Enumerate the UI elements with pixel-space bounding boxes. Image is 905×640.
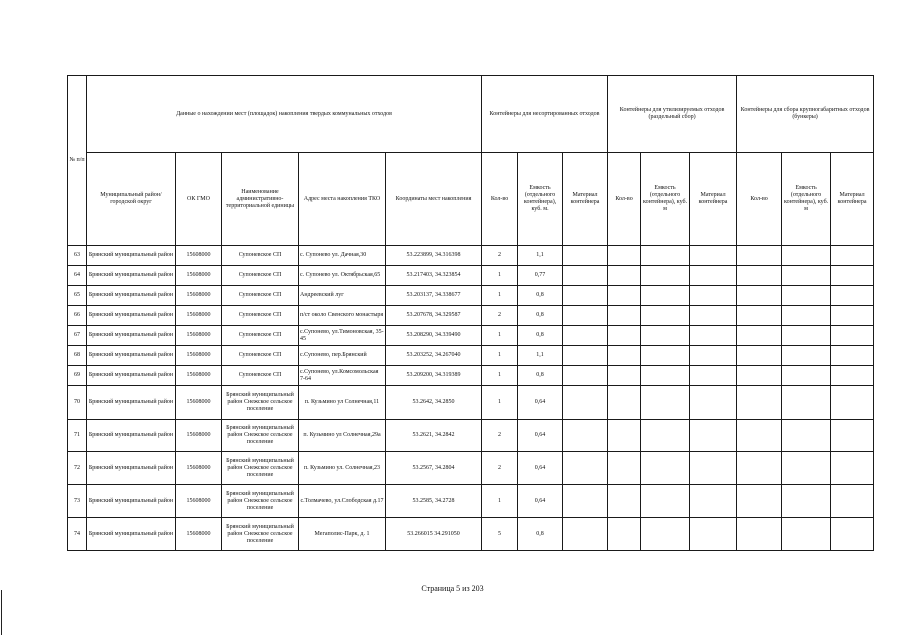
cell-number: 68 [68,346,87,366]
cell-empty [608,306,641,326]
cell-empty [831,386,874,420]
cell-district: Брянский муниципальный район [87,386,176,420]
cell-admin-unit: Брянский муниципальный район Снежское сельское поселение [222,386,299,420]
cell-count: 1 [482,366,518,386]
cell-district: Брянский муниципальный район [87,452,176,485]
cell-empty [641,266,690,286]
cell-empty [831,452,874,485]
cell-okgmo: 15608000 [176,286,222,306]
cell-admin-unit: Брянский муниципальный район Снежское сельское поселение [222,485,299,518]
cell-address: с.Супонево, ул.Тимоновская, 35-45 [299,326,386,346]
cell-coords: 53.2621, 34.2842 [386,420,482,452]
cell-empty [782,266,831,286]
cell-number: 73 [68,485,87,518]
header-group-sorted: Контейнеры для утилизируемых отходов (раздельный сбор) [608,76,737,153]
cell-coords: 53.223899, 34.316398 [386,246,482,266]
cell-admin-unit: Супоневское СП [222,366,299,386]
header-count-bulky: Кол-во [737,153,782,246]
table-row [68,306,874,326]
header-count: Кол-во [482,153,518,246]
cell-count: 2 [482,420,518,452]
table-row [68,246,874,266]
cell-count: 1 [482,485,518,518]
cell-address: п. Кузьмино ул Солнечная,11 [299,386,386,420]
cell-empty [831,346,874,366]
cell-empty [831,326,874,346]
cell-number: 66 [68,306,87,326]
cell-capacity: 0,64 [518,452,563,485]
cell-number: 71 [68,420,87,452]
cell-empty [690,306,737,326]
cell-okgmo: 15608000 [176,420,222,452]
cell-empty [690,366,737,386]
cell-number: 69 [68,366,87,386]
header-capacity: Емкость (отдельного контейнера), куб. м. [518,153,563,246]
cell-count: 2 [482,306,518,326]
cell-empty [737,266,782,286]
cell-capacity: 0,64 [518,386,563,420]
cell-empty [690,485,737,518]
cell-empty [831,286,874,306]
cell-empty [690,386,737,420]
cell-coords: 53.2642, 34.2850 [386,386,482,420]
cell-admin-unit: Супоневское СП [222,286,299,306]
table-row [68,266,874,286]
cell-empty [641,386,690,420]
cell-empty [690,266,737,286]
cell-coords: 53.208290, 34.339490 [386,326,482,346]
cell-empty [608,386,641,420]
cell-district: Брянский муниципальный район [87,326,176,346]
cell-empty [563,326,608,346]
cell-coords: 53.209200, 34.319389 [386,366,482,386]
cell-number: 67 [68,326,87,346]
cell-empty [831,420,874,452]
cell-empty [563,452,608,485]
header-material: Материал контейнера [563,153,608,246]
cell-district: Брянский муниципальный район [87,485,176,518]
cell-capacity: 0,64 [518,420,563,452]
page-number: Страница 5 из 203 [421,584,484,593]
cell-number: 70 [68,386,87,420]
cell-empty [641,452,690,485]
cell-empty [737,346,782,366]
cell-admin-unit: Супоневское СП [222,306,299,326]
cell-empty [782,306,831,326]
cell-empty [641,346,690,366]
cell-coords: 53.266015 34.291050 [386,518,482,551]
cell-district: Брянский муниципальный район [87,518,176,551]
header-row-groups [68,76,874,153]
cell-empty [690,326,737,346]
cell-empty [641,306,690,326]
cell-empty [737,386,782,420]
cell-empty [782,246,831,266]
cell-number: 63 [68,246,87,266]
cell-district: Брянский муниципальный район [87,366,176,386]
cell-empty [641,420,690,452]
cell-okgmo: 15608000 [176,366,222,386]
cell-coords: 53.203137, 34.338677 [386,286,482,306]
cell-empty [831,518,874,551]
cell-okgmo: 15608000 [176,306,222,326]
cell-empty [782,452,831,485]
cell-empty [563,420,608,452]
cell-empty [608,326,641,346]
cell-okgmo: 15608000 [176,346,222,366]
header-group-bulky: Контейнеры для сбора крупногабаритных отходов (бункеры) [737,76,874,153]
cell-empty [690,452,737,485]
cell-empty [608,266,641,286]
cell-empty [831,485,874,518]
cell-empty [641,518,690,551]
cell-number: 64 [68,266,87,286]
table-row [68,326,874,346]
cell-address: Андреевский луг [299,286,386,306]
cell-empty [782,346,831,366]
cell-empty [608,366,641,386]
cell-okgmo: 15608000 [176,452,222,485]
cell-capacity: 1,1 [518,346,563,366]
cell-coords: 53.2585, 34.2728 [386,485,482,518]
cell-number: 65 [68,286,87,306]
cell-okgmo: 15608000 [176,386,222,420]
header-row-columns [68,153,874,246]
cell-district: Брянский муниципальный район [87,346,176,366]
cell-address: с. Супонево ул. Дачная,30 [299,246,386,266]
cell-empty [690,518,737,551]
table-row [68,346,874,366]
cell-admin-unit: Супоневское СП [222,346,299,366]
header-okgmo: ОК ГМО [176,153,222,246]
cell-empty [831,266,874,286]
header-municipality: Муниципальный район/городской округ [87,153,176,246]
cell-empty [563,246,608,266]
cell-empty [737,518,782,551]
cell-capacity: 0,8 [518,366,563,386]
cell-okgmo: 15608000 [176,485,222,518]
cell-address: п. Кузьмино ул Солнечная,29а [299,420,386,452]
table-row [68,452,874,485]
cell-address: с. Супонево ул. Октябрьская,65 [299,266,386,286]
cell-okgmo: 15608000 [176,266,222,286]
cell-empty [831,306,874,326]
cell-empty [737,366,782,386]
cell-address: с.Толмачево, ул.Слободская д.17 [299,485,386,518]
cell-count: 5 [482,518,518,551]
header-material-bulky: Материал контейнера [831,153,874,246]
cell-empty [737,420,782,452]
header-capacity-sorted: Емкость (отдельного контейнера), куб. м [641,153,690,246]
cell-empty [831,366,874,386]
cell-capacity: 0,77 [518,266,563,286]
cell-empty [608,485,641,518]
cell-address: п. Кузьмино ул. Солнечная,23 [299,452,386,485]
cell-empty [782,326,831,346]
cell-empty [782,485,831,518]
table-row [68,420,874,452]
cell-capacity: 0,64 [518,485,563,518]
cell-admin-unit: Брянский муниципальный район Снежское сельское поселение [222,452,299,485]
cell-empty [608,452,641,485]
header-admin-unit: Наименование административно-территориальной единицы [222,153,299,246]
cell-empty [563,386,608,420]
cell-count: 2 [482,452,518,485]
table-row [68,518,874,551]
cell-empty [737,306,782,326]
waste-sites-table [67,75,874,551]
table-row [68,286,874,306]
cell-okgmo: 15608000 [176,326,222,346]
cell-count: 1 [482,346,518,366]
cell-empty [782,518,831,551]
cell-empty [563,266,608,286]
cell-number: 74 [68,518,87,551]
cell-empty [737,485,782,518]
cell-admin-unit: Брянский муниципальный район Снежское сельское поселение [222,420,299,452]
cell-address: с.Супонево, ул.Комсомольская 7-64 [299,366,386,386]
cell-count: 2 [482,246,518,266]
cell-address: п/ст около Свенского монастыря [299,306,386,326]
cell-admin-unit: Супоневское СП [222,246,299,266]
cell-empty [608,346,641,366]
cell-empty [641,286,690,306]
scan-edge-line [1,590,2,635]
cell-empty [641,366,690,386]
cell-coords: 53.203252, 34.267040 [386,346,482,366]
header-group-unsorted: Контейнеры для несортированных отходов [482,76,608,153]
cell-empty [690,246,737,266]
cell-empty [737,326,782,346]
cell-admin-unit: Брянский муниципальный район Снежское сельское поселение [222,518,299,551]
cell-count: 1 [482,326,518,346]
cell-empty [690,346,737,366]
cell-count: 1 [482,386,518,420]
cell-empty [563,306,608,326]
cell-admin-unit: Супоневское СП [222,326,299,346]
cell-capacity: 0,8 [518,306,563,326]
cell-empty [608,420,641,452]
cell-number: 72 [68,452,87,485]
header-capacity-bulky: Емкость (отдельного контейнера), куб. м [782,153,831,246]
header-coords: Координаты мест накопления [386,153,482,246]
cell-empty [608,246,641,266]
table-row [68,485,874,518]
table-row [68,386,874,420]
cell-address: Мегаполис-Парк, д. 1 [299,518,386,551]
cell-empty [608,518,641,551]
cell-empty [831,246,874,266]
cell-empty [563,485,608,518]
header-group-main: Данные о нахождении мест (площадок) накопления твердых коммунальных отходов [87,76,482,153]
cell-district: Брянский муниципальный район [87,266,176,286]
cell-capacity: 1,1 [518,246,563,266]
cell-empty [641,485,690,518]
header-material-sorted: Материал контейнера [690,153,737,246]
header-count-sorted: Кол-во [608,153,641,246]
cell-count: 1 [482,266,518,286]
cell-district: Брянский муниципальный район [87,306,176,326]
cell-empty [782,420,831,452]
header-num: № п/п [68,76,87,246]
cell-capacity: 0,8 [518,518,563,551]
cell-district: Брянский муниципальный район [87,286,176,306]
cell-empty [563,346,608,366]
cell-okgmo: 15608000 [176,246,222,266]
cell-coords: 53.217403, 34.323854 [386,266,482,286]
table-row [68,366,874,386]
cell-capacity: 0,8 [518,286,563,306]
cell-empty [782,366,831,386]
cell-coords: 53.2567, 34.2804 [386,452,482,485]
cell-address: с.Супонево, пер.Брянский [299,346,386,366]
cell-empty [690,420,737,452]
cell-district: Брянский муниципальный район [87,420,176,452]
cell-empty [782,386,831,420]
cell-empty [737,286,782,306]
cell-okgmo: 15608000 [176,518,222,551]
cell-empty [737,246,782,266]
cell-admin-unit: Супоневское СП [222,266,299,286]
cell-coords: 53.207678, 34.329587 [386,306,482,326]
cell-empty [641,326,690,346]
header-address: Адрес места накопления ТКО [299,153,386,246]
cell-empty [563,366,608,386]
cell-empty [563,518,608,551]
cell-empty [608,286,641,306]
cell-empty [782,286,831,306]
cell-empty [690,286,737,306]
cell-empty [563,286,608,306]
cell-capacity: 0,8 [518,326,563,346]
cell-empty [737,452,782,485]
cell-count: 1 [482,286,518,306]
cell-empty [641,246,690,266]
cell-district: Брянский муниципальный район [87,246,176,266]
